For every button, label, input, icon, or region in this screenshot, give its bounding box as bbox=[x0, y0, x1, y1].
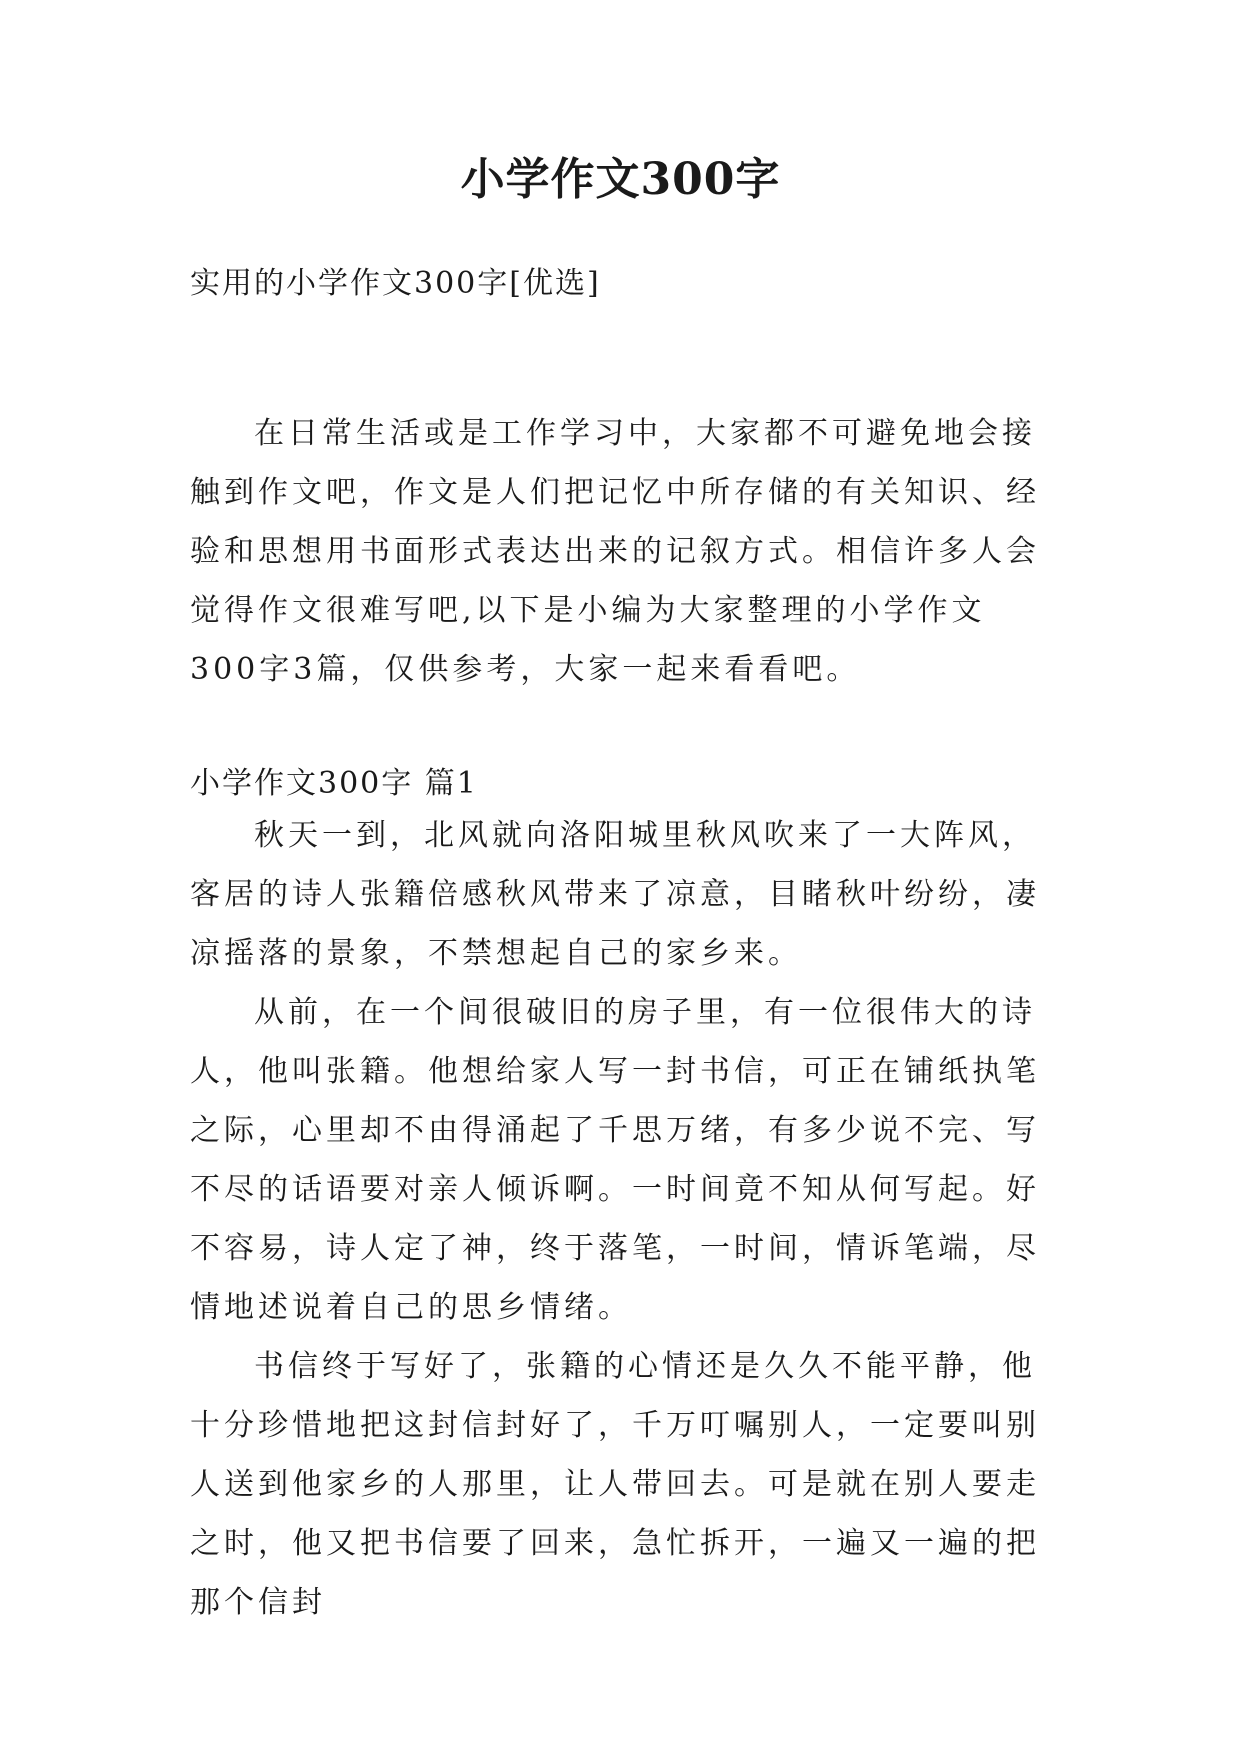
essay-heading: 小学作文300字 篇1 bbox=[190, 766, 478, 801]
intro-section bbox=[190, 404, 1050, 699]
intro-paragraph: 在日常生活或是工作学习中，大家都不可避免地会接触到作文吧，作文是人们把记忆中所存储的有关知识、经验和思想用书面形式表达出来的记叙方式。相信许多人会觉得作文很难写吧,以下是小编为大家整理的小学作文300字3篇，仅供参考，大家一起来看看吧。 bbox=[190, 416, 1040, 687]
essay-paragraph: 书信终于写好了，张籍的心情还是久久不能平静，他十分珍惜地把这封信封好了，千万叮嘱别人，一定要叫别人送到他家乡的人那里，让人带回去。可是就在别人要走之时，他又把书信要了回来，急忙拆开，一遍又一遍的把那个信封 bbox=[190, 1349, 1040, 1620]
essay-section bbox=[190, 806, 1050, 1632]
essay-paragraph: 秋天一到，北风就向洛阳城里秋风吹来了一大阵风，客居的诗人张籍倍感秋风带来了凉意，目睹秋叶纷纷，凄凉摇落的景象，不禁想起自己的家乡来。 bbox=[190, 818, 1040, 971]
essay-paragraph: 从前，在一个间很破旧的房子里，有一位很伟大的诗人，他叫张籍。他想给家人写一封书信，可正在铺纸执笔之际，心里却不由得涌起了千思万绪，有多少说不完、写不尽的话语要对亲人倾诉啊。一时间竟不知从何写起。好不容易，诗人定了神，终于落笔，一时间，情诉笔端，尽情地述说着自己的思乡情绪。 bbox=[190, 995, 1040, 1325]
document-subtitle: 实用的小学作文300字[优选] bbox=[190, 266, 601, 301]
document-title: 小学作文300字 bbox=[460, 154, 781, 205]
